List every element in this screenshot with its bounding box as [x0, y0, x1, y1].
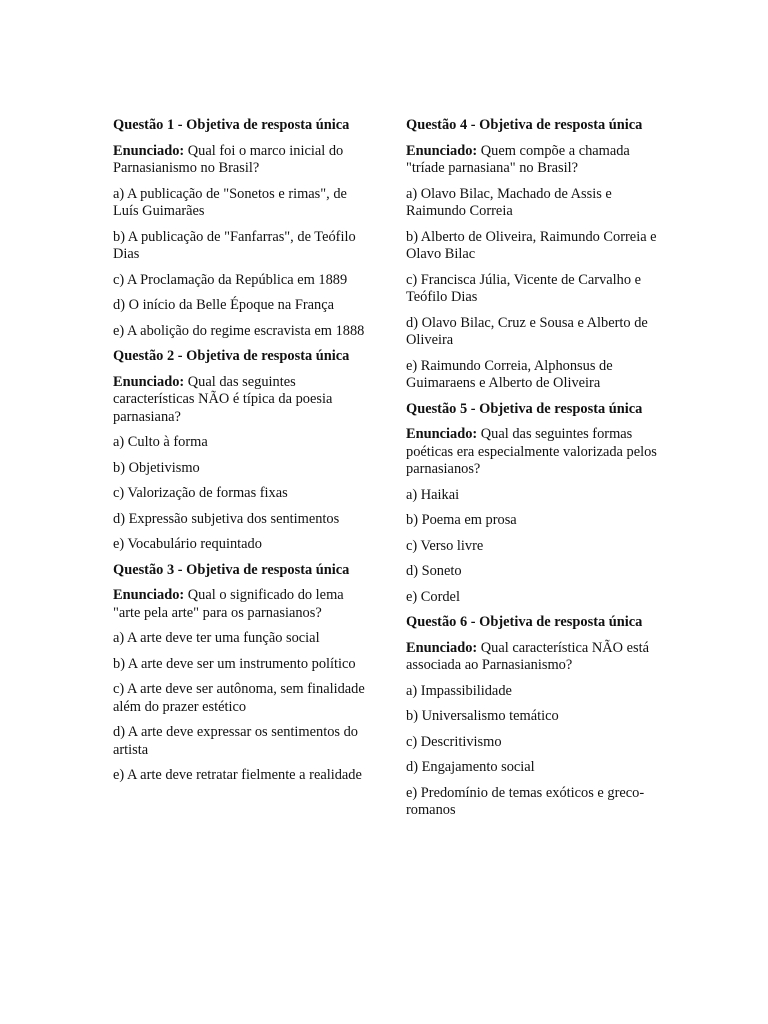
option-e: e) Raimundo Correia, Alphonsus de Guimaraens e Alberto de Oliveira	[406, 357, 613, 391]
statement-label: Enunciado:	[113, 142, 185, 159]
question-1	[113, 117, 367, 340]
statement-text: Qual das seguintes características NÃO é típica da poesia parnasiana?	[113, 373, 333, 425]
option-a: a) A arte deve ter uma função social	[113, 630, 320, 646]
option-d: d) A arte deve expressar os sentimentos do artista	[113, 724, 358, 758]
statement-label: Enunciado:	[113, 373, 185, 390]
statement-label: Enunciado:	[406, 426, 478, 442]
option-b: b) Objetivismo	[113, 459, 200, 476]
option-a: a) Impassibilidade	[406, 682, 512, 699]
question-title: Questão 2 - Objetiva de resposta única	[113, 348, 350, 364]
question-title: Questão 6 - Objetiva de resposta única	[406, 614, 643, 630]
option-d: d) Soneto	[406, 563, 462, 579]
question-statement	[113, 143, 367, 178]
statement-text: Quem compõe a chamada "tríade parnasiana" no Brasil?	[406, 142, 630, 176]
option-d: d) Expressão subjetiva dos sentimentos	[113, 510, 340, 527]
question-4	[406, 117, 660, 393]
question-title: Questão 5 - Objetiva de resposta única	[406, 400, 643, 417]
question-2	[113, 348, 367, 554]
question-title: Questão 1 - Objetiva de resposta única	[113, 117, 350, 133]
statement-text: Qual característica NÃO está associada ao Parnasianismo?	[406, 639, 649, 673]
option-a: a) Haikai	[406, 486, 460, 503]
option-c: c) Valorização de formas fixas	[113, 485, 288, 501]
option-b: b) Alberto de Oliveira, Raimundo Correia e Olavo Bilac	[406, 228, 657, 262]
question-title: Questão 3 - Objetiva de resposta única	[113, 561, 350, 578]
option-b: b) A publicação de "Fanfarras", de Teófilo Dias	[113, 228, 356, 262]
question-statement	[406, 426, 660, 479]
option-c: c) Verso livre	[406, 537, 484, 554]
option-c: c) Francisca Júlia, Vicente de Carvalho e Teófilo Dias	[406, 271, 642, 305]
statement-label: Enunciado:	[406, 142, 478, 159]
option-d: d) Engajamento social	[406, 759, 535, 775]
option-c: c) Descritivismo	[406, 733, 502, 750]
question-5	[406, 401, 660, 607]
option-a: a) Olavo Bilac, Machado de Assis e Raimundo Correia	[406, 185, 612, 219]
statement-label: Enunciado:	[406, 639, 478, 656]
statement-text: Qual foi o marco inicial do Parnasianismo no Brasil?	[113, 142, 344, 176]
option-a: a) Culto à forma	[113, 434, 208, 450]
statement-text: Qual o significado do lema "arte pela arte" para os parnasianos?	[113, 587, 344, 621]
option-e: e) A arte deve retratar fielmente a realidade	[113, 767, 362, 783]
option-a: a) A publicação de "Sonetos e rimas", de Luís Guimarães	[113, 185, 347, 219]
option-c: c) A Proclamação da República em 1889	[113, 271, 348, 288]
option-d: d) Olavo Bilac, Cruz e Sousa e Alberto de Oliveira	[406, 314, 648, 348]
option-e: e) Vocabulário requintado	[113, 536, 262, 552]
option-b: b) Poema em prosa	[406, 512, 517, 528]
statement-text: Qual das seguintes formas poéticas era especialmente valorizada pelos parnasianos?	[406, 426, 657, 477]
option-e: e) Cordel	[406, 588, 460, 605]
option-e: e) Predomínio de temas exóticos e greco-romanos	[406, 784, 645, 818]
question-statement	[113, 374, 367, 427]
left-column	[113, 117, 367, 793]
question-title: Questão 4 - Objetiva de resposta única	[406, 117, 643, 133]
option-e: e) A abolição do regime escravista em 1888	[113, 322, 365, 339]
question-3	[113, 562, 367, 785]
option-b: b) A arte deve ser um instrumento político	[113, 655, 356, 672]
option-d: d) O início da Belle Époque na França	[113, 297, 334, 313]
question-6	[406, 614, 660, 820]
statement-label: Enunciado:	[113, 587, 185, 603]
question-statement	[406, 640, 660, 675]
question-statement	[406, 143, 660, 178]
question-statement	[113, 587, 367, 622]
option-b: b) Universalismo temático	[406, 708, 559, 724]
option-c: c) A arte deve ser autônoma, sem finalidade além do prazer estético	[113, 681, 365, 715]
right-column	[406, 117, 660, 828]
